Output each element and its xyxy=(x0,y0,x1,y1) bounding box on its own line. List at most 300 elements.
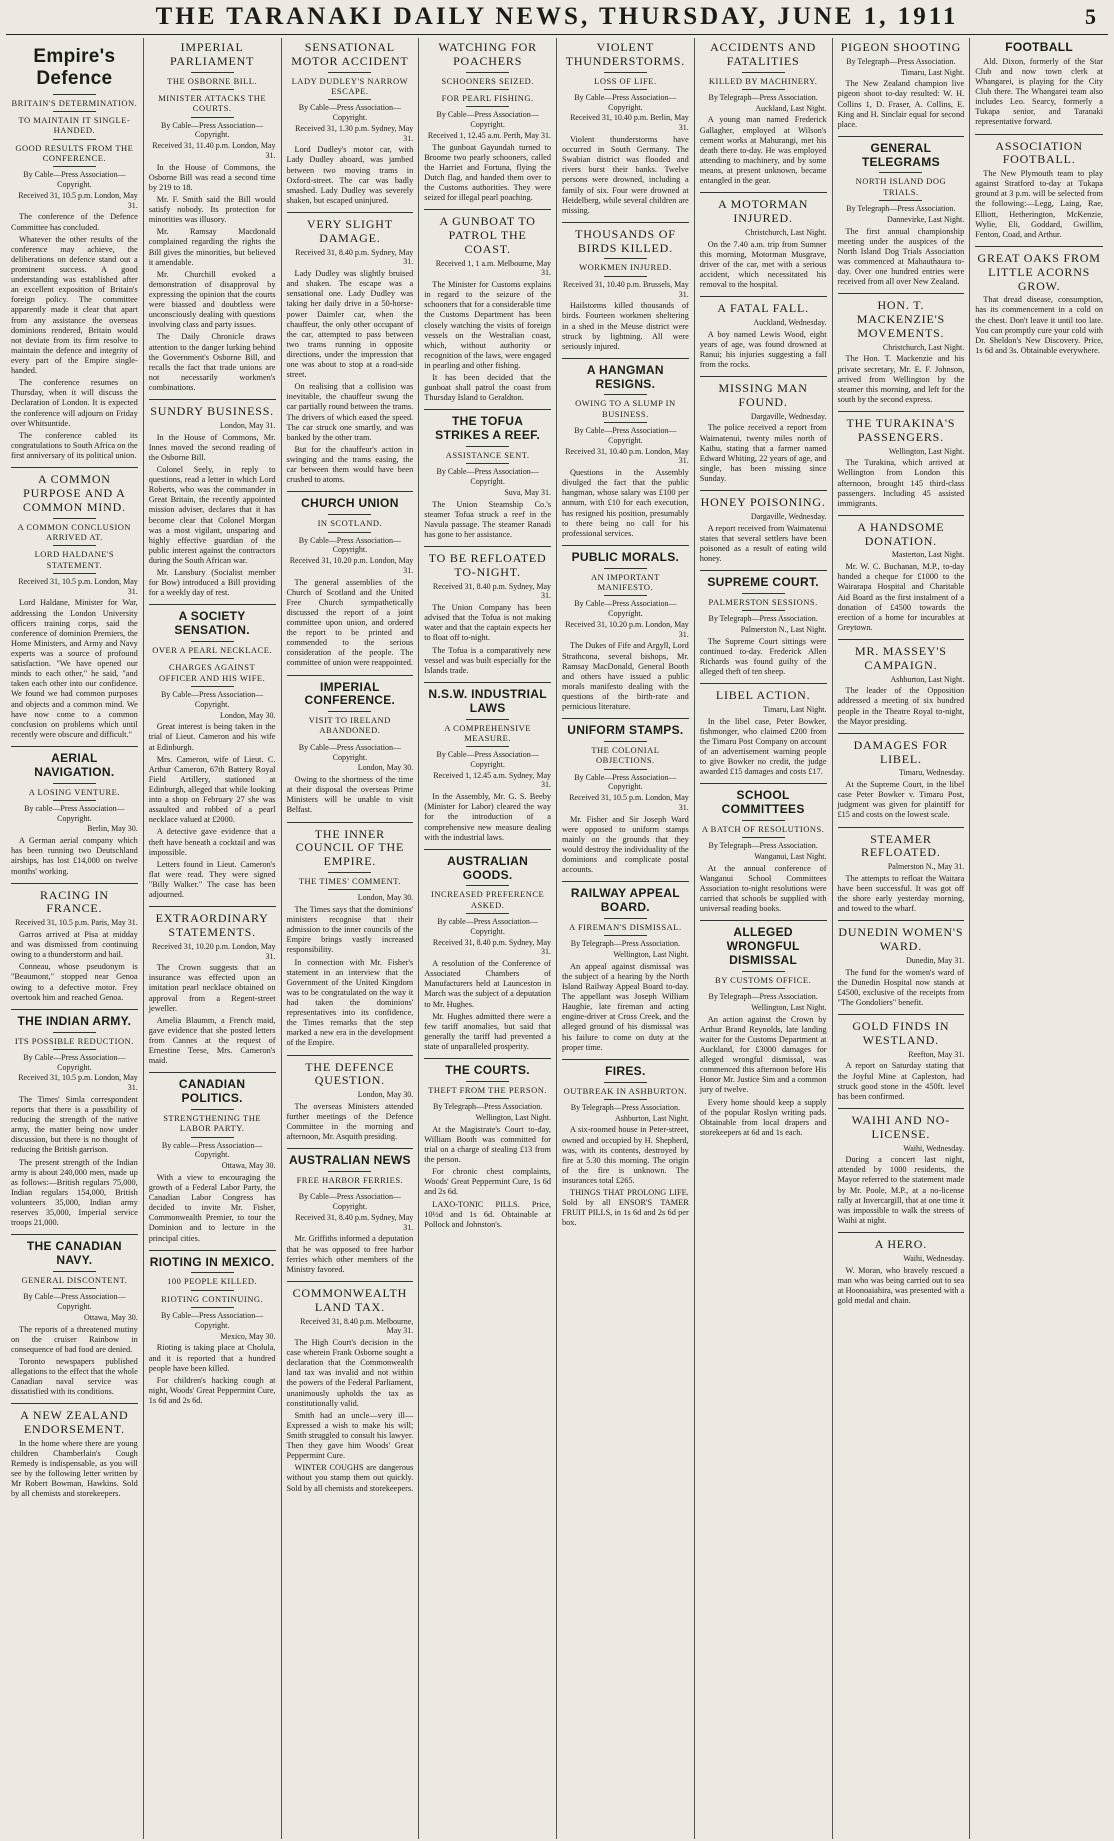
dateline: Received 31, 8.40 p.m. Sydney, May 31. xyxy=(295,1212,414,1232)
subheadline: OVER A PEARL NECKLACE. xyxy=(152,644,273,655)
headline: A HANDSOME DONATION. xyxy=(857,519,945,548)
paragraph: An action against the Crown by Arthur Brand Reynolds, late landing waiter for the Customs Department at Auckland, for £3000 damages for alleged wrongful dismissal, was commenced this afternoon before His Honor Mr. Justice Sim and a common jury of twelve. xyxy=(699,1014,827,1095)
headline: N.S.W. INDUSTRIAL LAWS xyxy=(428,686,547,715)
paragraph: THINGS THAT PROLONG LIFE. Sold by all ENSOR'S TAMER FRUIT PILLS, in 1s 6d and 2s 6d per box. xyxy=(562,1188,689,1228)
subheadline: WORKMEN INJURED. xyxy=(579,262,672,273)
divider xyxy=(562,222,689,223)
paragraph: Mr. Hughes admitted there were a few tariff anomalies, but said that generally the tariff had prevented a state of unparalleled prosperity. xyxy=(424,1011,551,1051)
article xyxy=(838,515,965,633)
paragraph: The gunboat Gayundah turned to Broome two pearly schooners, called the Harriet and Fortuna, flying the Dutch flag, and handed them over to the Customs authorities. They were seized for illegal pearl poaching. xyxy=(424,142,551,203)
subheadline: FREE HARBOR FERRIES. xyxy=(296,1175,404,1186)
dateline: Palmerston N., May 31. xyxy=(887,862,965,872)
credit-line: By Cable—Press Association—Copyright. xyxy=(574,92,677,112)
paragraph: For chronic chest complaints, Woods' Great Peppermint Cure, 1s 6d and 2s 6d. xyxy=(424,1167,551,1197)
article xyxy=(287,675,414,816)
divider xyxy=(838,639,965,640)
divider xyxy=(838,136,965,137)
divider xyxy=(700,376,827,377)
divider xyxy=(466,463,509,464)
divider xyxy=(424,546,551,547)
dateline: Received 31, 8.40 p.m. Sydney, May 31. xyxy=(432,937,551,957)
credit-line: By Telegraph—Press Association. xyxy=(570,939,681,949)
divider xyxy=(149,906,276,907)
paragraph: Lord Dudley's motor car, with Lady Dudley aboard, was jambed between two moving trams in Oxford-street. The car was badly smashed. Lady Dudley was severely shaken, but escaped uninjured. xyxy=(286,145,414,205)
paragraph: In the libel case, Peter Bowker, fishmonger, who claimed £200 from the Timaru Post Company on account of an advertisement warning people to give Bowker no credit, the judge awarded £15 damages and costs £17. xyxy=(699,716,827,777)
dateline: London, May 30. xyxy=(357,1090,414,1100)
headline: DAMAGES FOR LIBEL. xyxy=(853,737,949,766)
divider xyxy=(975,246,1103,247)
paragraph: The New Plymouth team to play against Stratford to-day at Tukapa ground at 3 p.m. will be selected from the following:—Legg, Laing, Rae, Elliott, Hetherington, McKenzie, Wylie, Eli, Goddard, Gwillim, Fenton, Coad, and Arthur. xyxy=(975,169,1103,239)
paragraph: Great interest is being taken in the trial of Lieut. Cameron and his wife at Edinburgh. xyxy=(148,722,276,752)
headline: A MOTORMAN INJURED. xyxy=(718,197,809,226)
headline: WAIHI AND NO-LICENSE. xyxy=(851,1112,951,1141)
headline: CHURCH UNION xyxy=(301,496,399,511)
dateline: Waihi, Wednesday. xyxy=(903,1253,965,1263)
paragraph: Mr. Fisher and Sir Joseph Ward were opposed to uniform stamps mainly on the grounds that they would destroy the individuality of the dominions and complicate postal accounts. xyxy=(562,814,689,875)
divider xyxy=(742,72,785,73)
article xyxy=(838,733,965,821)
divider xyxy=(604,89,647,90)
article xyxy=(838,293,965,405)
dateline: Timaru, Last Night. xyxy=(900,67,965,77)
divider xyxy=(562,545,689,546)
headline: RACING IN FRANCE. xyxy=(39,887,109,916)
divider xyxy=(53,166,96,167)
paragraph: Smith had an uncle—very ill—Expressed a wish to make his will; Smith struggled to consult his lawyer. Then they gave him Woods' Great Peppermint Cure. xyxy=(286,1410,414,1461)
article xyxy=(838,920,965,1008)
paragraph: The Crown suggests that an insurance was effected upon an imitation pearl necklace obtained on approval from a Regent-street jeweller. xyxy=(148,963,276,1013)
divider xyxy=(742,837,785,838)
article xyxy=(700,783,827,914)
divider xyxy=(328,99,371,100)
paragraph: The conference resumes on Thursday, when it will discuss the Declaration of London. It is expected the conference will adjourn on Friday over Whitsuntide. xyxy=(11,378,138,428)
dateline: Received 31, 10.40 p.m. London, May 31. xyxy=(565,446,689,466)
credit-line: By Cable—Press Association—Copyright. xyxy=(298,103,401,123)
dateline: Mexico, May 30. xyxy=(220,1331,276,1341)
divider xyxy=(287,675,414,676)
divider xyxy=(604,72,647,73)
divider xyxy=(424,682,551,683)
subheadline: BY CUSTOMS OFFICE. xyxy=(715,974,812,985)
article xyxy=(287,212,414,485)
divider xyxy=(53,545,96,546)
dateline: Received 31, 10.20 p.m. London, May 31. xyxy=(289,556,414,575)
headline: TO BE REFLOATED TO-NIGHT. xyxy=(428,551,547,579)
paragraph: The conference of the Defence Committee has concluded. xyxy=(11,212,138,232)
paragraph: Ald. Dixon, formerly of the Star Club and now town clerk at Whangarei, is playing for the City Club there. The Whangarei team also includes Leo. Searcy, formerly a Tukapa senior, and Taranaki representative forward. xyxy=(975,56,1103,127)
headline: HONEY POISONING. xyxy=(700,495,826,510)
divider xyxy=(191,1137,234,1138)
divider xyxy=(562,358,689,359)
dateline: Waihi, Wednesday. xyxy=(903,1143,965,1153)
article xyxy=(700,920,827,1138)
divider xyxy=(700,192,827,193)
paragraph: The Times says that the dominions' ministers recognise that their admission to the inner councils of the Empire brings vastly increased responsibility. xyxy=(286,905,414,955)
headline: GREAT OAKS FROM LITTLE ACORNS GROW. xyxy=(977,250,1101,293)
article xyxy=(424,1058,551,1230)
dateline: Timaru, Wednesday. xyxy=(898,768,965,778)
paragraph: The fund for the women's ward of the Dunedin Hospital now stands at £4500, exclusive of the receipts from "The Gondoliers" benefit. xyxy=(837,967,965,1008)
divider xyxy=(700,490,827,491)
divider xyxy=(191,1109,234,1110)
article xyxy=(838,136,965,287)
paragraph: Questions in the Assembly divulged the fact that the public hangman, whose salary was £100 per annum, with £10 for each execution, has resigned his position, presumably to there being no call for his professional services. xyxy=(562,468,689,538)
divider xyxy=(742,593,785,594)
credit-line: By Telegraph—Press Association. xyxy=(708,92,818,102)
headline: RIOTING IN MEXICO. xyxy=(149,1254,275,1269)
divider xyxy=(328,1171,371,1172)
subheadline: IN SCOTLAND. xyxy=(317,518,383,529)
paragraph: Mr. W. C. Buchanan, M.P., to-day handed a cheque for £1000 to the Wairarapa Hospital and Charitable Aid Board as the first instalment of a donation of £4500 towards the erection of a home for incurables at Greytown. xyxy=(837,562,965,632)
article xyxy=(287,822,414,1049)
credit-line: By Telegraph—Press Association. xyxy=(846,56,956,66)
divider xyxy=(742,610,785,611)
dateline: Auckland, Last Night. xyxy=(755,103,827,113)
divider xyxy=(604,595,647,596)
headline: SUPREME COURT. xyxy=(707,575,819,590)
article xyxy=(287,1055,414,1143)
credit-line: By Telegraph—Press Association. xyxy=(708,992,818,1002)
divider xyxy=(700,783,827,784)
column-3 xyxy=(282,38,420,1839)
paragraph: The conference cabled its congratulations to South Africa on the first anniversary of its political union. xyxy=(11,430,138,460)
article xyxy=(562,358,689,539)
divider xyxy=(466,1081,509,1082)
credit-line: By Cable—Press Association—Copyright. xyxy=(298,1192,401,1212)
divider xyxy=(604,394,647,395)
divider xyxy=(328,532,371,533)
credit-line: By Cable—Press Association—Copyright. xyxy=(436,110,539,130)
headline: MR. MASSEY'S CAMPAIGN. xyxy=(854,644,947,672)
article xyxy=(838,1014,965,1102)
divider xyxy=(287,822,414,823)
credit-line: By Telegraph—Press Association. xyxy=(432,1102,543,1112)
paragraph: A report received from Waimatenui states that several settlers have been poisoned as a result of eating wild honey. xyxy=(699,523,827,563)
dateline: Received 1, 12.45 a.m. Sydney, May 31. xyxy=(433,770,551,790)
paragraph: During a concert last night, attended by 1000 residents, the Mayor referred to the statement made by Mr. Poole, M.P., at a no-license rally at Invercargill, that at one time it was impossible to walk the streets of Waihi at night. xyxy=(837,1155,965,1225)
article xyxy=(11,1403,138,1499)
dateline: Received 31, 1.30 p.m. Sydney, May 31. xyxy=(295,123,414,143)
paragraph: The attempts to refloat the Waitara have been successful. It was got off the shore early yesterday morning, and towed to the wharf. xyxy=(837,873,965,914)
divider xyxy=(191,1307,234,1308)
divider xyxy=(191,72,234,73)
column-6 xyxy=(695,38,833,1839)
paragraph: A German aerial company which has been running two Deutschland airships, has lost £14,000 on twelve months' working. xyxy=(11,836,138,876)
divider xyxy=(466,106,509,107)
credit-line: By Cable—Press Association—Copyright. xyxy=(23,1052,126,1072)
divider xyxy=(424,1058,551,1059)
divider xyxy=(287,1148,414,1149)
divider xyxy=(604,935,647,936)
paragraph: Every home should keep a supply of the popular Roslyn writing pads. Obtainable from local drapers and storekeepers at 6d and 1s each. xyxy=(699,1097,827,1137)
divider xyxy=(975,134,1103,135)
article xyxy=(11,883,138,1003)
headline: THE CANADIAN NAVY. xyxy=(26,1239,122,1268)
paragraph: The Daily Chronicle draws attention to the danger lurking behind the Government's Osborne Bill, and recalls the fact that trade unions are not necessarily workmen's combinations. xyxy=(148,332,276,392)
paragraph: The first annual championship meeting under the auspices of the North Island Dog Trials Association was commenced at Mahauthaura to-day. Over one hundred entries were received from all over New Zealand. xyxy=(837,226,965,287)
article xyxy=(975,41,1103,128)
headline: A SOCIETY SENSATION. xyxy=(174,609,250,638)
dateline: Received 31, 10.5 p.m. London, May 31. xyxy=(18,576,138,596)
dateline: Timaru, Last Night. xyxy=(763,704,827,714)
headline: EXTRAORDINARY STATEMENTS. xyxy=(155,911,269,939)
divider xyxy=(838,293,965,294)
headline: THE INDIAN ARMY. xyxy=(17,1013,132,1028)
divider xyxy=(328,889,371,890)
dateline: Christchurch, Last Night. xyxy=(882,342,965,352)
divider xyxy=(879,172,922,173)
divider xyxy=(838,733,965,734)
article xyxy=(700,683,827,777)
paragraph: Amelia Blaumm, a French maid, gave evidence that she posted letters from Cannes at the request of Ernestine Teese, Mrs. Cameron's maid. xyxy=(148,1015,276,1066)
dateline: Wanganui, Last Night. xyxy=(754,852,827,862)
paragraph: Violent thunderstorms have occurred in South Germany. The Swabian district was flooded and rivers burst their banks. Twelve persons were drowned, including a family of six. Four were drowned at Heidelberg, while several children are missing. xyxy=(562,134,689,215)
paragraph: At the Supreme Court, in the libel case Peter Bowker v. Timaru Post, judgment was given for plaintiff for £15 and costs on the lowest scale. xyxy=(837,780,965,820)
divider xyxy=(53,1032,96,1033)
subheadline: LADY DUDLEY'S NARROW ESCAPE. xyxy=(291,75,409,96)
paragraph: Hailstorms killed thousands of birds. Fourteen workmen sheltering in a shed in the Meuse district were struck by lightning. All were seriously injured. xyxy=(562,301,689,351)
article xyxy=(562,1059,689,1229)
dateline: London, May 31. xyxy=(219,420,276,430)
divider xyxy=(149,1250,276,1251)
subheadline: 100 PEOPLE KILLED. xyxy=(167,1276,258,1287)
article xyxy=(149,399,276,598)
divider xyxy=(11,746,138,747)
article xyxy=(424,41,551,203)
headline: ACCIDENTS AND FATALITIES xyxy=(710,40,817,68)
credit-line: By Cable—Press Association—Copyright. xyxy=(161,120,264,140)
paragraph: With a view to encouraging the growth of a Federal Labor Party, the Canadian Labor Congress has decided to invite Mr. Fisher, Commonwealth Premier, to tour the Dominion and to lecture in the principal cities. xyxy=(148,1172,276,1243)
paragraph: LAXO-TONIC PILLS. Price, 10½d and 1s 6d. Obtainable at Pollock and Johnston's. xyxy=(424,1199,551,1229)
dateline: Received 31, 8.40 p.m. Sydney, May 31. xyxy=(295,247,414,267)
article xyxy=(838,41,965,130)
credit-line: By cable—Press Association—Copyright. xyxy=(437,917,538,936)
paragraph: The Dukes of Fife and Argyll, Lord Strathcona, several bishops, Mr. Ramsay MacDonald, General Booth and others have issued a public morals manifesto dealing with the questions of the birth-rate and pernicious literature. xyxy=(562,641,689,712)
dateline: Received 1, 12.45 a.m. Perth, May 31. xyxy=(427,130,551,140)
credit-line: By Cable—Press Association—Copyright. xyxy=(298,535,401,555)
article xyxy=(562,41,689,216)
divider xyxy=(11,467,138,468)
divider xyxy=(604,422,647,423)
paragraph: The Supreme Court sittings were continued to-day. Frederick Allen Richards was found guilty of the alleged theft of ten sheep. xyxy=(699,636,827,677)
article xyxy=(287,1281,414,1494)
subheadline: FOR PEARL FISHING. xyxy=(441,92,534,103)
headline: VERY SLIGHT DAMAGE. xyxy=(306,216,393,245)
paragraph: Mr. F. Smith said the Bill would satisfy nobody. Its protection for minorities was illusory. xyxy=(148,195,276,225)
dateline: Received 1, 1 a.m. Melbourne, May 31. xyxy=(435,258,551,278)
dateline: London, May 30. xyxy=(357,893,414,903)
dateline: Dannevirke, Last Night. xyxy=(886,214,965,224)
divider xyxy=(562,1059,689,1060)
column-5 xyxy=(557,38,695,1839)
divider xyxy=(11,883,138,884)
paragraph: Owing to the shortness of the time at their disposal the overseas Prime Ministers will be unable to visit Belfast. xyxy=(286,775,414,815)
dateline: Received 31, 10.40 p.m. Berlin, May 31. xyxy=(570,113,689,133)
divider xyxy=(562,881,689,882)
headline: FIRES. xyxy=(605,1063,646,1078)
headline: SCHOOL COMMITTEES xyxy=(721,788,805,817)
dateline: London, May 30. xyxy=(357,763,414,773)
subheadline: NORTH ISLAND DOG TRIALS. xyxy=(855,176,947,197)
headline: PUBLIC MORALS. xyxy=(571,549,680,564)
subheadline: CHARGES AGAINST OFFICER AND HIS WIFE. xyxy=(159,662,266,683)
article xyxy=(11,746,138,877)
paragraph: In the House of Commons, the Osborne Bill was read a second time by 219 to 18. xyxy=(148,162,276,192)
paragraph: The High Court's decision in the case wherein Frank Osborne sought a declaration that the Commonwealth land tax was invalid and not within the powers of the Federal Parliament, unanimously upholds the tax as constitutionally valid. xyxy=(286,1338,414,1408)
subheadline: OUTBREAK IN ASHBURTON. xyxy=(563,1085,688,1096)
column-1 xyxy=(6,38,144,1839)
dateline: Ashburton, Last Night. xyxy=(890,674,965,684)
subheadline: THEFT FROM THE PERSON. xyxy=(428,1084,548,1095)
subheadline: BRITAIN'S DETERMINATION. xyxy=(11,97,138,108)
subheadline: AN IMPORTANT MANIFESTO. xyxy=(590,571,660,593)
headline: RAILWAY APPEAL BOARD. xyxy=(570,886,680,915)
article xyxy=(287,491,414,668)
divider xyxy=(742,988,785,989)
divider xyxy=(191,89,234,90)
dateline: Dargaville, Wednesday. xyxy=(750,411,827,421)
headline: THE TOFUA STRIKES A REEF. xyxy=(435,414,541,443)
paragraph: The Tofua is a comparatively new vessel and was built especially for the Islands trade. xyxy=(424,645,551,675)
article xyxy=(424,409,551,540)
credit-line: By Telegraph—Press Association. xyxy=(570,1102,681,1112)
headline: A COMMON PURPOSE AND A COMMON MIND. xyxy=(22,472,126,514)
headline: Empire's Defence xyxy=(33,46,116,89)
paragraph: The general assemblies of the Church of Scotland and the United Free Church sympathetically discussed the report of a joint committee upon union, and ordered the report to be printed and commended to the serious consideration of the people. The committee of union were reappointed. xyxy=(286,577,414,668)
paragraph: On the 7.40 a.m. trip from Sumner this morning, Motorman Musgrave, driver of the car, met with a serious accident, which necessitated his removal to the hospital. xyxy=(699,239,827,289)
paragraph: Toronto newspapers published allegations to the effect that the whole Canadian naval service was dissatisfied with its conditions. xyxy=(11,1356,138,1397)
headline: SENSATIONAL MOTOR ACCIDENT xyxy=(291,40,409,68)
headline: FOOTBALL xyxy=(1005,40,1073,54)
dateline: Suva, May 31. xyxy=(504,487,551,497)
article xyxy=(700,490,827,564)
credit-line: By Cable—Press Association—Copyright. xyxy=(574,599,677,619)
divider xyxy=(287,1055,414,1056)
paragraph: The Union Company has been advised that the Tofua is not making water and that the captain expects her to float off to-night. xyxy=(424,603,551,643)
divider xyxy=(149,399,276,400)
divider xyxy=(328,711,371,712)
divider xyxy=(53,111,96,112)
paragraph: The Minister for Customs explains in regard to the seizure of the schooners that for a considerable time the Customs Department has been closely watching the visits of foreign vessels on the Westralian coast, which, without authority or recognition of the laws, were engaged in pearling and other fishing. xyxy=(424,280,551,370)
paragraph: Mr. Griffiths informed a deputation that he was opposed to free harbor ferries which other members of the Ministry favored. xyxy=(286,1234,414,1274)
divider xyxy=(328,514,371,515)
divider xyxy=(742,89,785,90)
divider xyxy=(191,641,234,642)
divider xyxy=(700,920,827,921)
credit-line: By Cable—Press Association—Copyright. xyxy=(574,426,677,445)
masthead xyxy=(6,0,1108,35)
paragraph: Letters found in Lieut. Cameron's flat were read. They were signed "Billy Walker." The case has been adjourned. xyxy=(148,859,276,900)
article xyxy=(562,881,689,1052)
paragraph: Mr. Churchill evoked a demonstration of disapproval by expressing the opinion that the courts were biassed and doubtless were unconsciously dealing with questions involving class and party issues. xyxy=(148,269,276,330)
paragraph: But for the chauffeur's action in swinging and the trams easing, the car between them would have been crushed to atoms. xyxy=(286,444,414,485)
article xyxy=(149,604,276,900)
paragraph: An appeal against dismissal was the subject of a hearing by the North Island Railway Appeal Board to-day. The appellant was Joseph William Haughie, late fireman and acting engine-driver at Cross Creek, and the alleged ground of his dismissal was his failure to come on duty at the proper time. xyxy=(562,961,689,1052)
dateline: Received 31, 10.20 p.m. London, May 31. xyxy=(565,619,689,639)
headline: CANADIAN POLITICS. xyxy=(178,1077,246,1106)
paragraph: The Times' Simla correspondent reports that there is a possibility of reducing the strength of the native army, the matter being now under discussion, but there is no thought of reducing the British garrison. xyxy=(11,1094,138,1155)
article xyxy=(838,1232,965,1306)
article xyxy=(700,192,827,290)
dateline: London, May 30. xyxy=(219,710,276,720)
headline: THE DEFENCE QUESTION. xyxy=(305,1059,395,1088)
headline: A HERO. xyxy=(874,1237,928,1252)
subheadline: A BATCH OF RESOLUTIONS. xyxy=(701,823,825,834)
column-8 xyxy=(970,38,1108,1839)
article xyxy=(149,1072,276,1243)
divider xyxy=(191,1272,234,1273)
divider xyxy=(53,800,96,801)
paragraph: That dread disease, consumption, has its commencement in a cold on the chest. Don't leave it until too late. You can promptly cure your cold with Dr. Sheldon's New Discovery. Price, 1s 6d and 3s. Obtainable everywhere. xyxy=(975,295,1103,355)
paragraph: Mr. Ramsay Macdonald complained regarding the rights the Bill gives the minorities, but believed it amendable. xyxy=(148,227,276,267)
paragraph: The leader of the Opposition addressed a meeting of six hundred people in the Theatre Royal to-night, the Mayor presiding. xyxy=(837,686,965,726)
article xyxy=(700,41,827,186)
credit-line: By cable—Press Association—Copyright. xyxy=(161,1140,263,1160)
paragraph: Conneau, whose pseudonym is "Beaumont," stopped near Genoa owing to a defective motor. Frey overtook him and reached Genoa. xyxy=(11,962,138,1002)
subheadline: ASSISTANCE SENT. xyxy=(445,450,530,461)
divider xyxy=(466,913,509,914)
credit-line: By Cable—Press Association—Copyright. xyxy=(161,1311,264,1330)
paragraph: In the Assembly, Mr. G. S. Beeby (Minister for Labor) cleared the way for the introduction of a comprehensive new measure dealing with the industrial laws. xyxy=(424,792,551,842)
credit-line: By Cable—Press Association—Copyright. xyxy=(161,690,264,709)
subheadline: A LOSING VENTURE. xyxy=(28,786,120,797)
headline: AERIAL NAVIGATION. xyxy=(34,750,115,779)
credit-line: By Telegraph—Press Association. xyxy=(708,614,818,624)
paragraph: In the home where there are young children Chamberlain's Cough Remedy is indispensable, as you will see by the following letter written by Mr Robert Bowman, Hawkins. Sold by all chemists and storekeepers. xyxy=(11,1438,138,1499)
article xyxy=(838,411,965,509)
dateline: Received 31, 8.40 p.m. Sydney, May 31. xyxy=(432,581,551,601)
article xyxy=(149,41,276,393)
subheadline: OWING TO A SLUMP IN BUSINESS. xyxy=(575,398,676,419)
divider xyxy=(466,746,509,747)
columns-container xyxy=(6,38,1108,1839)
paragraph: The reports of a threatened mutiny on the cruiser Rainbow in consequence of bad food are denied. xyxy=(11,1324,138,1354)
subheadline: THE COLONIAL OBJECTIONS. xyxy=(591,744,660,766)
headline: A NEW ZEALAND ENDORSEMENT. xyxy=(20,1408,129,1437)
divider xyxy=(838,515,965,516)
article xyxy=(700,570,827,677)
divider xyxy=(879,200,922,201)
article xyxy=(562,718,689,875)
headline: COMMONWEALTH LAND TAX. xyxy=(292,1285,408,1314)
divider xyxy=(466,72,509,73)
credit-line: By Cable—Press Association—Copyright. xyxy=(23,1292,126,1311)
credit-line: By cable—Press Association—Copyright. xyxy=(24,803,125,823)
divider xyxy=(53,139,96,140)
credit-line: By Cable—Press Association—Copyright. xyxy=(436,750,539,769)
headline: UNIFORM STAMPS. xyxy=(567,723,684,738)
dateline: Christchurch, Last Night. xyxy=(745,227,827,237)
newspaper-title: THE TARANAKI DAILY NEWS, THURSDAY, JUNE 1, 1911 xyxy=(155,3,959,30)
headline: VIOLENT THUNDERSTORMS. xyxy=(565,40,686,68)
divider xyxy=(604,918,647,919)
headline: IMPERIAL CONFERENCE. xyxy=(304,679,396,708)
divider xyxy=(700,683,827,684)
divider xyxy=(53,573,96,574)
divider xyxy=(742,971,785,972)
article xyxy=(424,546,551,676)
divider xyxy=(328,872,371,873)
credit-line: By Telegraph—Press Association. xyxy=(846,204,956,214)
article xyxy=(287,1148,414,1275)
divider xyxy=(604,276,647,277)
paragraph: A detective gave evidence that a theft have beneath a cocktail and was impossible. xyxy=(148,827,276,857)
headline: A HANGMAN RESIGNS. xyxy=(586,362,664,391)
dateline: Received 31, 10.5 p.m. London, May 31. xyxy=(18,1073,138,1093)
dateline: Wellington, Last Night. xyxy=(751,1002,827,1012)
subheadline: RIOTING CONTINUING. xyxy=(161,1293,264,1304)
subheadline: GOOD RESULTS FROM THE CONFERENCE. xyxy=(15,142,134,164)
